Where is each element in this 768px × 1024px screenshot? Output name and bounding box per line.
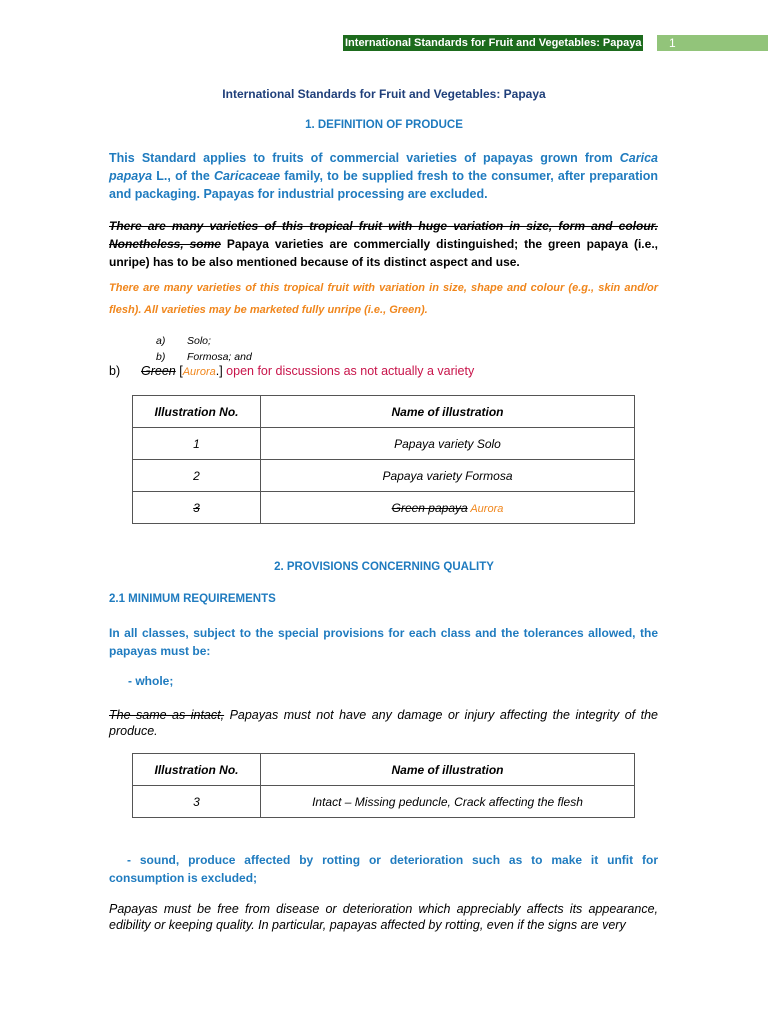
variety-item-b xyxy=(109,364,474,378)
inserted-name: Aurora xyxy=(467,502,504,515)
illustration-table-2 xyxy=(132,753,635,818)
definition-text-c: family, to be supplied fresh to the consumer, after preparation and packaging. Papayas for industrial processing are excluded. xyxy=(109,169,658,201)
table-row xyxy=(133,786,635,818)
sound-description: Papayas must be free from disease or deterioration which appreciably affects its appearance, edibility or keeping quality. In particular, papayas affected by rotting, even if the signs are very xyxy=(109,902,658,932)
bracket-close: .] xyxy=(215,364,223,378)
page-number: 1 xyxy=(657,35,768,51)
whole-description xyxy=(109,707,658,739)
table-row xyxy=(133,428,635,460)
illustration-name xyxy=(261,492,635,524)
varieties-note: There are many varieties of this tropical fruit with variation in size, shape and colour (e.g., skin and/or flesh). All varieties may be marketed fully unripe (i.e., Green). xyxy=(109,282,658,316)
illustration-name: Intact – Missing peduncle, Crack affecting the flesh xyxy=(261,786,635,818)
illustration-name: Papaya variety Solo xyxy=(261,428,635,460)
illustration-name: Papaya variety Formosa xyxy=(261,460,635,492)
requirements-intro: In all classes, subject to the special provisions for each class and the tolerances allowed, the papayas must be: xyxy=(109,626,658,658)
minimum-requirements-heading: 2.1 MINIMUM REQUIREMENTS xyxy=(109,593,276,605)
sound-requirement: - sound, produce affected by rotting or deterioration such as to make it unfit for consumption is excluded; xyxy=(109,853,658,885)
inserted-aurora: Aurora xyxy=(182,366,216,378)
struck-varieties-text: There are many varieties of this tropical fruit with huge variation in size, form and colour. Nonetheless, some xyxy=(109,219,658,251)
list-text: Formosa; and xyxy=(187,351,252,363)
list-marker: a) xyxy=(156,335,166,347)
definition-text-b: L., of the xyxy=(152,169,215,183)
list-item xyxy=(156,335,252,351)
illustration-number: 3 xyxy=(133,492,261,524)
column-header: Illustration No. xyxy=(133,396,261,428)
definition-text-a: This Standard applies to fruits of commercial varieties of papayas grown from xyxy=(109,151,620,165)
running-header-title: International Standards for Fruit and Vegetables: Papaya xyxy=(345,37,642,49)
section1-heading: 1. DEFINITION OF PRODUCE xyxy=(305,119,463,131)
varieties-paragraph xyxy=(109,217,658,271)
list-text: Solo; xyxy=(187,335,211,347)
struck-name: Green papaya xyxy=(391,500,468,515)
whole-requirement: - whole; xyxy=(128,674,174,688)
table-row xyxy=(133,460,635,492)
struck-green: Green xyxy=(141,364,176,378)
varieties-text: Papaya varieties are commercially distinguished; the green papaya (i.e., unripe) has to be also mentioned because of its distinct aspect and use. xyxy=(109,237,658,269)
document-title: International Standards for Fruit and Vegetables: Papaya xyxy=(222,87,546,101)
illustration-number: 3 xyxy=(133,786,261,818)
bracket-open: [ xyxy=(175,364,183,378)
variety-list xyxy=(156,335,252,367)
species-name: Carica papaya xyxy=(109,151,658,183)
illustration-table-1 xyxy=(132,395,635,524)
table-header-row xyxy=(133,754,635,786)
illustration-number: 1 xyxy=(133,428,261,460)
column-header: Name of illustration xyxy=(261,754,635,786)
family-name: Caricaceae xyxy=(214,169,281,183)
definition-paragraph xyxy=(109,149,658,203)
table-header-row xyxy=(133,396,635,428)
illustration-number: 2 xyxy=(133,460,261,492)
table-row xyxy=(133,492,635,524)
reviewer-comment: open for discussions as not actually a variety xyxy=(222,364,475,378)
whole-text: Papayas must not have any damage or injury affecting the integrity of the produce. xyxy=(109,708,659,738)
list-marker: b) xyxy=(156,351,166,363)
column-header: Name of illustration xyxy=(261,396,635,428)
list-marker: b) xyxy=(109,364,121,378)
struck-intact: The same as intact, xyxy=(109,708,225,722)
section2-heading: 2. PROVISIONS CONCERNING QUALITY xyxy=(274,561,494,573)
column-header: Illustration No. xyxy=(133,754,261,786)
